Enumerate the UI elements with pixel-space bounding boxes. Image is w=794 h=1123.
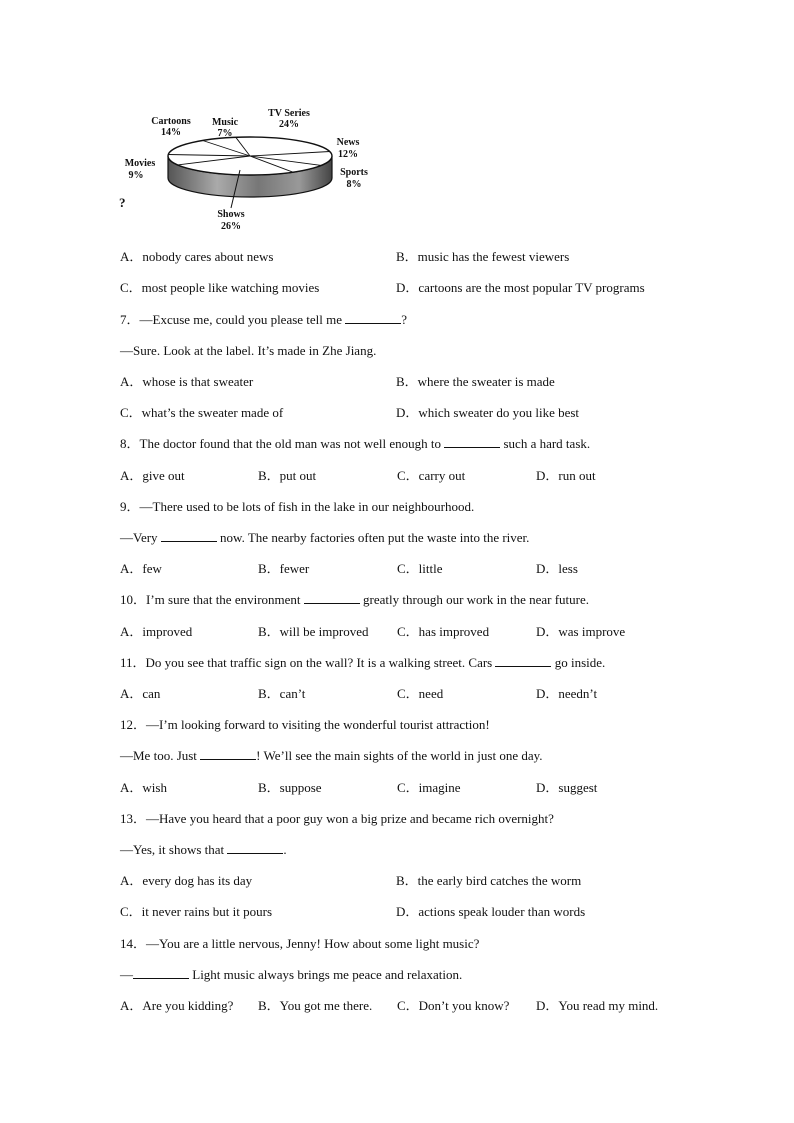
q8-number: 8． <box>120 436 140 451</box>
q7-option-c-text: what’s the sweater made of <box>141 405 284 420</box>
label-shows-pct: 26% <box>221 221 241 232</box>
q14-option-d[interactable] <box>536 998 658 1014</box>
q11-option-b-text: can’t <box>279 686 306 701</box>
label-music-pct: 7% <box>217 128 233 139</box>
q12-stem <box>120 717 490 733</box>
q14-option-d-letter: D． <box>536 998 559 1013</box>
q7-option-a-letter: A． <box>120 374 143 389</box>
q13-option-c[interactable] <box>120 904 272 920</box>
q8-stem <box>120 436 590 452</box>
q10-option-b-text: will be improved <box>279 624 369 639</box>
q10-option-a-letter: A． <box>120 624 143 639</box>
q7-option-a[interactable] <box>120 374 253 390</box>
q12-reply-b: ! We’ll see the main sights of the world in just one day. <box>256 748 543 763</box>
q12-number: 12． <box>120 717 147 732</box>
q13-option-b[interactable] <box>396 873 581 889</box>
q12-option-a-letter: A． <box>120 780 143 795</box>
q14-reply-b: Light music always brings me peace and relaxation. <box>189 967 463 982</box>
q10-option-d[interactable] <box>536 624 625 640</box>
q6-option-b[interactable] <box>396 249 569 265</box>
q7-reply: —Sure. Look at the label. It’s made in Zhe Jiang. <box>120 343 377 358</box>
q12-reply-a: —Me too. Just <box>120 748 201 763</box>
q7-option-d-text: which sweater do you like best <box>418 405 580 420</box>
q8-option-b-text: put out <box>279 468 317 483</box>
label-cartoons-name: Cartoons <box>151 116 191 127</box>
q12-option-b-letter: B． <box>258 780 280 795</box>
q13-option-b-letter: B． <box>396 873 418 888</box>
label-shows-name: Shows <box>217 209 245 220</box>
q8-option-c-text: carry out <box>418 468 466 483</box>
q7-number: 7． <box>120 312 140 327</box>
label-news-pct: 12% <box>338 149 358 160</box>
q14-blank <box>133 967 189 979</box>
q12-option-a-text: wish <box>142 780 167 795</box>
q11-option-c[interactable] <box>397 686 443 702</box>
pie-disc <box>168 137 332 197</box>
q8-option-d[interactable] <box>536 468 596 484</box>
q10-option-b-letter: B． <box>258 624 280 639</box>
q11-text-a: Do you see that traffic sign on the wall? It is a walking street. Cars <box>145 655 496 670</box>
q7-blank <box>345 312 401 324</box>
q9-option-b[interactable] <box>258 561 309 577</box>
q11-text-b: go inside. <box>551 655 606 670</box>
q13-reply-a: —Yes, it shows that <box>120 842 228 857</box>
q8-text-a: The doctor found that the old man was not well enough to <box>139 436 445 451</box>
q14-number: 14． <box>120 936 147 951</box>
q11-blank <box>495 655 551 667</box>
q13-text: —Have you heard that a poor guy won a big prize and became rich overnight? <box>146 811 554 826</box>
q9-option-a-letter: A． <box>120 561 143 576</box>
q10-option-c-letter: C． <box>397 624 419 639</box>
q6-option-a-text: nobody cares about news <box>142 249 274 264</box>
q9-reply <box>120 530 529 546</box>
q14-text: —You are a little nervous, Jenny! How about some light music? <box>146 936 480 951</box>
q14-option-c-letter: C． <box>397 998 419 1013</box>
q12-option-b-text: suppose <box>279 780 322 795</box>
q10-text-b: greatly through our work in the near future. <box>359 592 590 607</box>
q11-option-b-letter: B． <box>258 686 280 701</box>
q8-blank <box>444 436 500 448</box>
q7-option-b[interactable] <box>396 374 555 390</box>
q9-blank <box>161 530 217 542</box>
q6-option-a-letter: A． <box>120 249 143 264</box>
label-news-name: News <box>336 137 360 148</box>
q14-reply <box>120 967 462 983</box>
q13-option-c-letter: C． <box>120 904 142 919</box>
q8-text-b: such a hard task. <box>500 436 591 451</box>
q8-option-c-letter: C． <box>397 468 419 483</box>
q13-stem <box>120 811 554 827</box>
q13-option-d-letter: D． <box>396 904 419 919</box>
q10-option-b[interactable] <box>258 624 369 640</box>
label-sports-pct: 8% <box>346 179 362 190</box>
q6-option-b-text: music has the fewest viewers <box>417 249 570 264</box>
q14-stem <box>120 936 479 952</box>
q12-option-b[interactable] <box>258 780 322 796</box>
q9-option-d-text: less <box>558 561 578 576</box>
q7-option-c-letter: C． <box>120 405 142 420</box>
q12-option-d-letter: D． <box>536 780 559 795</box>
q6-option-a[interactable] <box>120 249 273 265</box>
q12-option-c-letter: C． <box>397 780 419 795</box>
q10-number: 10． <box>120 592 147 607</box>
q9-reply-b: now. The nearby factories often put the waste into the river. <box>216 530 530 545</box>
q14-option-c-text: Don’t you know? <box>418 998 510 1013</box>
q11-stem <box>120 655 605 671</box>
q10-stem <box>120 592 589 608</box>
q9-stem <box>120 499 474 515</box>
q8-option-b[interactable] <box>258 468 316 484</box>
q6-option-b-letter: B． <box>396 249 418 264</box>
label-movies-pct: 9% <box>128 170 144 181</box>
q9-number: 9． <box>120 499 140 514</box>
q12-reply <box>120 748 543 764</box>
q12-option-d[interactable] <box>536 780 597 796</box>
q7-option-a-text: whose is that sweater <box>142 374 254 389</box>
q10-option-c-text: has improved <box>418 624 490 639</box>
label-sports-name: Sports <box>340 167 368 178</box>
q11-option-c-text: need <box>418 686 444 701</box>
q13-option-a-text: every dog has its day <box>142 873 253 888</box>
q14-option-d-text: You read my mind. <box>558 998 659 1013</box>
q10-option-c[interactable] <box>397 624 489 640</box>
q13-reply-b: . <box>283 842 287 857</box>
q14-option-b[interactable] <box>258 998 372 1014</box>
q7-option-c[interactable] <box>120 405 283 421</box>
q13-option-d-text: actions speak louder than words <box>418 904 586 919</box>
q13-option-a-letter: A． <box>120 873 143 888</box>
q9-text: —There used to be lots of fish in the lake in our neighbourhood. <box>139 499 475 514</box>
q12-text: —I’m looking forward to visiting the wonderful tourist attraction! <box>146 717 490 732</box>
q13-option-a[interactable] <box>120 873 252 889</box>
q7-option-d[interactable] <box>396 405 579 421</box>
label-tvseries-name: TV Series <box>268 108 310 119</box>
q11-option-d-letter: D． <box>536 686 559 701</box>
q14-option-a[interactable] <box>120 998 233 1014</box>
q9-option-d-letter: D． <box>536 561 559 576</box>
q10-option-d-text: was improve <box>558 624 626 639</box>
q8-option-c[interactable] <box>397 468 465 484</box>
q12-option-c[interactable] <box>397 780 461 796</box>
q14-option-b-letter: B． <box>258 998 280 1013</box>
q6-option-c[interactable] <box>120 280 319 296</box>
label-music-name: Music <box>211 117 239 128</box>
q14-reply-a: — <box>120 967 133 982</box>
q8-option-a-text: give out <box>142 468 185 483</box>
q8-option-d-letter: D． <box>536 468 559 483</box>
q10-option-a[interactable] <box>120 624 192 640</box>
q10-text-a: I’m sure that the environment <box>146 592 304 607</box>
question-6-mark: ? <box>119 195 126 210</box>
q8-option-b-letter: B． <box>258 468 280 483</box>
q6-option-c-text: most people like watching movies <box>141 280 320 295</box>
q8-option-a[interactable] <box>120 468 185 484</box>
q13-option-d[interactable] <box>396 904 585 920</box>
q13-option-c-text: it never rains but it pours <box>141 904 273 919</box>
q9-option-d[interactable] <box>536 561 578 577</box>
q9-option-c-letter: C． <box>397 561 419 576</box>
q11-option-b[interactable] <box>258 686 305 702</box>
q9-option-c-text: little <box>418 561 443 576</box>
q9-option-b-text: fewer <box>279 561 310 576</box>
q7-stem <box>120 312 407 328</box>
q7-text-b: ? <box>401 312 408 327</box>
q13-blank <box>227 842 283 854</box>
q11-option-d-text: needn’t <box>558 686 598 701</box>
q10-option-a-text: improved <box>142 624 193 639</box>
q11-option-d[interactable] <box>536 686 597 702</box>
q12-option-c-text: imagine <box>418 780 461 795</box>
q7-text-a: —Excuse me, could you please tell me <box>139 312 346 327</box>
q11-option-a[interactable] <box>120 686 160 702</box>
q12-option-d-text: suggest <box>558 780 598 795</box>
q9-reply-a: —Very <box>120 530 161 545</box>
q14-option-a-letter: A． <box>120 998 143 1013</box>
q13-reply <box>120 842 287 858</box>
q13-option-b-text: the early bird catches the worm <box>417 873 582 888</box>
q7-option-b-letter: B． <box>396 374 418 389</box>
q7-option-d-letter: D． <box>396 405 419 420</box>
q11-option-a-text: can <box>142 686 161 701</box>
label-movies-name: Movies <box>124 158 156 169</box>
q9-option-a[interactable] <box>120 561 162 577</box>
q9-option-c[interactable] <box>397 561 443 577</box>
q11-option-a-letter: A． <box>120 686 143 701</box>
q8-option-a-letter: A． <box>120 468 143 483</box>
q6-option-d[interactable] <box>396 280 645 296</box>
q9-option-a-text: few <box>142 561 162 576</box>
tv-programs-pie-chart <box>118 100 378 235</box>
q10-blank <box>304 592 360 604</box>
q14-option-c[interactable] <box>397 998 509 1014</box>
q12-option-a[interactable] <box>120 780 167 796</box>
q6-option-c-letter: C． <box>120 280 142 295</box>
q6-option-d-letter: D． <box>396 280 419 295</box>
q14-option-b-text: You got me there. <box>279 998 373 1013</box>
q10-option-d-letter: D． <box>536 624 559 639</box>
q11-option-c-letter: C． <box>397 686 419 701</box>
q11-number: 11． <box>120 655 146 670</box>
q12-blank <box>200 748 256 760</box>
q9-option-b-letter: B． <box>258 561 280 576</box>
q7-option-b-text: where the sweater is made <box>417 374 555 389</box>
q6-option-d-text: cartoons are the most popular TV programs <box>418 280 645 295</box>
q13-number: 13． <box>120 811 147 826</box>
label-tvseries-pct: 24% <box>279 119 299 130</box>
q8-option-d-text: run out <box>558 468 596 483</box>
label-cartoons-pct: 14% <box>161 127 181 138</box>
q14-option-a-text: Are you kidding? <box>142 998 234 1013</box>
